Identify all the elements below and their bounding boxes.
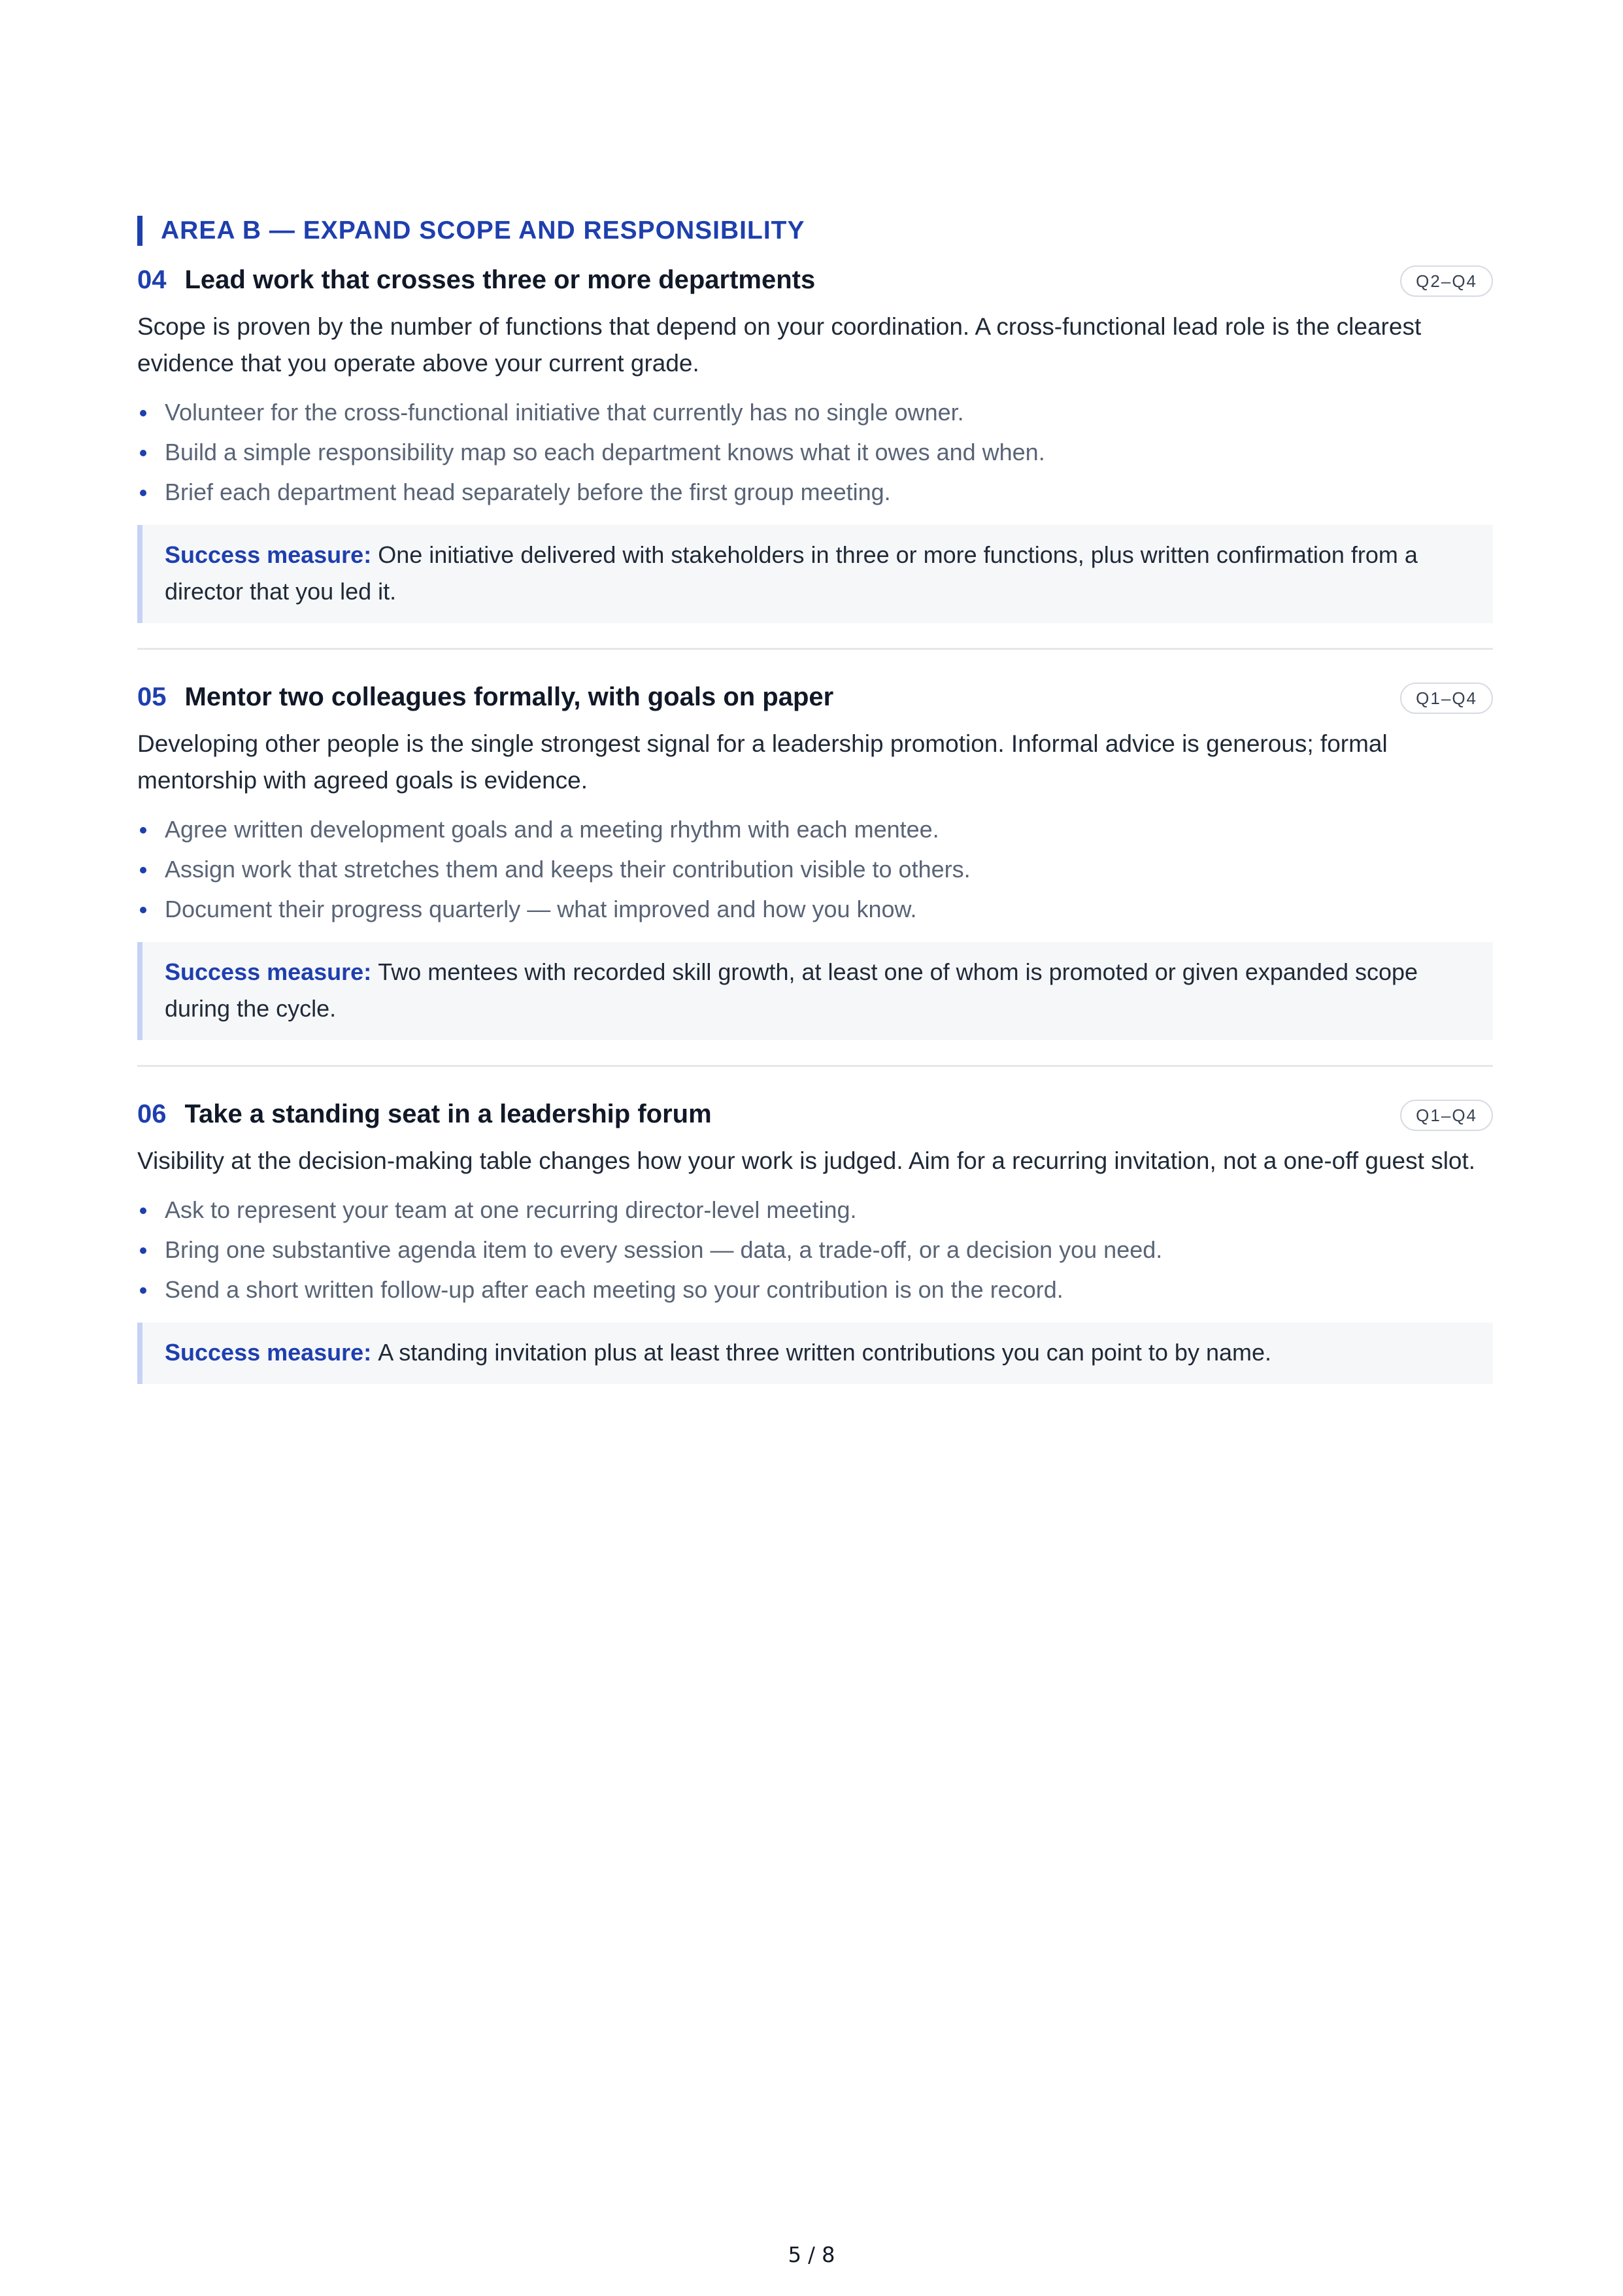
bullet-dot-icon (140, 1247, 146, 1254)
success-measure-box (137, 525, 1493, 623)
action-text: Agree written development goals and a meeting rhythm with each mentee. (165, 816, 939, 843)
action-text: Build a simple responsibility map so each department knows what it owes and when. (165, 439, 1045, 465)
item-description: Visibility at the decision-making table changes how your work is judged. Aim for a recurring invitation, not a one-off guest slot. (137, 1147, 1476, 1174)
item-description: Developing other people is the single strongest signal for a leadership promotion. Informal advice is generous; formal mentorship with agreed goals is evidence. (137, 730, 1388, 794)
item-title: Mentor two colleagues formally, with goals on paper (184, 682, 834, 711)
action-item (137, 849, 1493, 889)
action-text: Volunteer for the cross-functional initiative that currently has no single owner. (165, 399, 964, 426)
bullet-dot-icon (140, 450, 146, 456)
item-header (137, 1093, 1493, 1135)
item-title: Take a standing seat in a leadership forum (184, 1099, 712, 1128)
action-list (137, 1190, 1493, 1309)
item-header (137, 676, 1493, 718)
bullet-dot-icon (140, 410, 146, 416)
item-divider (137, 648, 1493, 650)
bullet-dot-icon (140, 907, 146, 913)
quarter-badge: Q1–Q4 (1400, 1100, 1493, 1131)
action-text: Ask to represent your team at one recurring director-level meeting. (165, 1196, 857, 1223)
success-measure-text: A standing invitation plus at least three written contributions you can point to by name. (378, 1339, 1272, 1366)
action-item (137, 809, 1493, 849)
success-measure-label: Success measure: (165, 1339, 372, 1366)
action-item (137, 1190, 1493, 1230)
success-measure-text: One initiative delivered with stakeholders in three or more functions, plus written confirmation from a director that you led it. (165, 541, 1418, 605)
action-item (137, 889, 1493, 929)
item-number: 06 (137, 1099, 167, 1128)
success-measure-label: Success measure: (165, 541, 372, 568)
success-measure-label: Success measure: (165, 958, 372, 985)
quarter-badge: Q2–Q4 (1400, 265, 1493, 297)
plan-item (137, 676, 1493, 1040)
bullet-dot-icon (140, 490, 146, 496)
item-divider (137, 1065, 1493, 1067)
success-measure-box (137, 942, 1493, 1040)
bullet-dot-icon (140, 867, 146, 873)
item-number: 04 (137, 265, 167, 294)
action-item (137, 392, 1493, 432)
area-heading: AREA B — EXPAND SCOPE AND RESPONSIBILITY (137, 216, 1493, 246)
action-item (137, 472, 1493, 512)
action-text: Document their progress quarterly — what improved and how you know. (165, 896, 917, 922)
success-measure-box (137, 1323, 1493, 1384)
action-text: Assign work that stretches them and keeps their contribution visible to others. (165, 856, 971, 883)
action-list (137, 809, 1493, 929)
action-item (137, 1270, 1493, 1309)
success-measure-text: Two mentees with recorded skill growth, at least one of whom is promoted or given expanded scope during the cycle. (165, 958, 1418, 1022)
plan-item (137, 1093, 1493, 1384)
document-page (137, 216, 1493, 1384)
plan-item (137, 259, 1493, 623)
item-title: Lead work that crosses three or more departments (184, 265, 816, 294)
action-item (137, 432, 1493, 472)
action-item (137, 1230, 1493, 1270)
action-text: Brief each department head separately before the first group meeting. (165, 479, 891, 505)
bullet-dot-icon (140, 1207, 146, 1214)
quarter-badge: Q1–Q4 (1400, 683, 1493, 714)
item-header (137, 259, 1493, 301)
action-text: Bring one substantive agenda item to every session — data, a trade-off, or a decision you need. (165, 1236, 1163, 1263)
item-number: 05 (137, 682, 167, 711)
item-description: Scope is proven by the number of functions that depend on your coordination. A cross-functional lead role is the clearest evidence that you operate above your current grade. (137, 313, 1422, 377)
action-list (137, 392, 1493, 512)
page-number: 5 / 8 (788, 2242, 835, 2267)
action-text: Send a short written follow-up after each meeting so your contribution is on the record. (165, 1276, 1063, 1303)
bullet-dot-icon (140, 827, 146, 834)
bullet-dot-icon (140, 1287, 146, 1294)
